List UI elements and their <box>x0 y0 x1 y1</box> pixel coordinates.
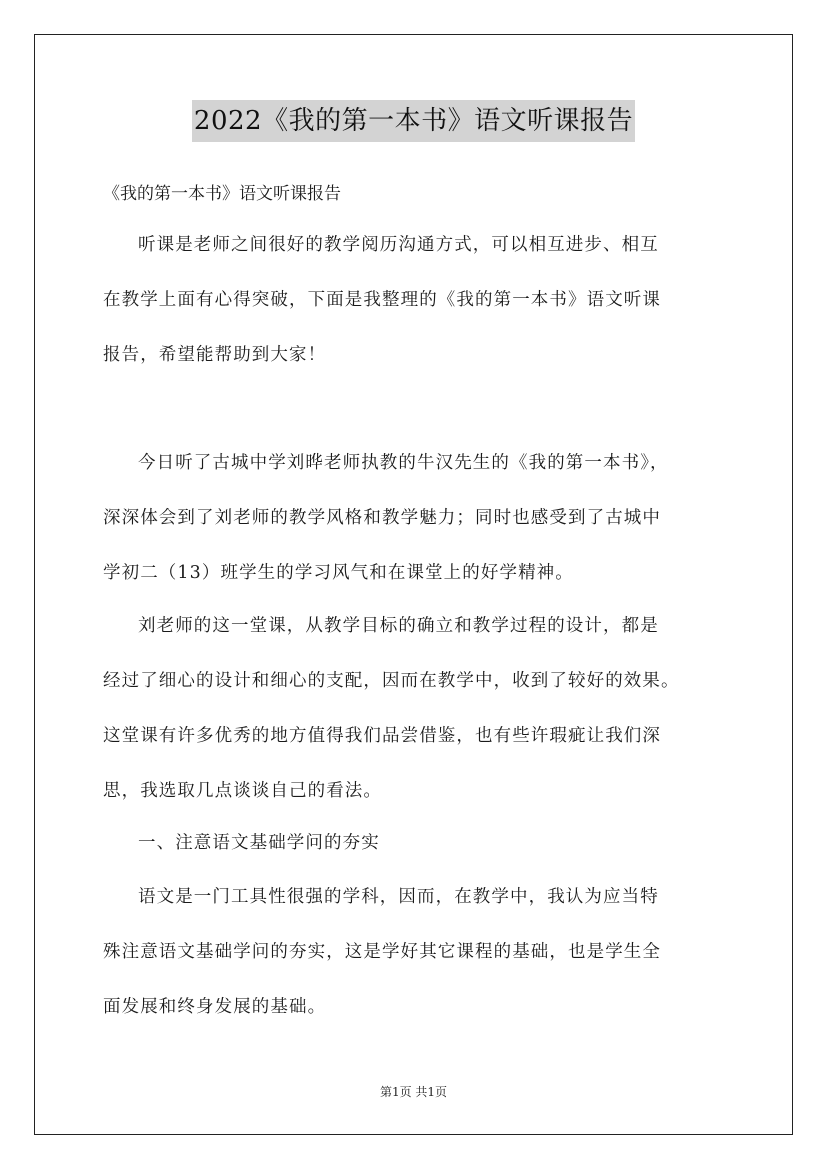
paragraph-line: 听课是老师之间很好的教学阅历沟通方式，可以相互进步、相互 <box>138 235 659 255</box>
page-footer: 第1页 共1页 <box>379 1085 448 1099</box>
paragraph-line: 经过了细心的设计和细心的支配，因而在教学中，收到了较好的效果。 <box>103 671 680 691</box>
paragraph-evaluation <box>103 599 735 819</box>
title-container <box>0 100 827 142</box>
paragraph-intro <box>103 218 735 383</box>
paragraph-line: 思，我选取几点谈谈自己的看法。 <box>103 781 382 801</box>
paragraph-line: 深深体会到了刘老师的教学风格和教学魅力；同时也感受到了古城中 <box>103 508 661 528</box>
document-subtitle: 《我的第一本书》语文听课报告 <box>103 184 341 204</box>
paragraph-line: 刘老师的这一堂课，从教学目标的确立和教学过程的设计，都是 <box>138 616 659 636</box>
paragraph-line: 在教学上面有心得突破，下面是我整理的《我的第一本书》语文听课 <box>103 290 661 310</box>
paragraph-line: 报告，希望能帮助到大家！ <box>103 345 327 365</box>
section-heading-text: 一、注意语文基础学问的夯实 <box>138 833 380 853</box>
paragraph-foundation <box>103 870 735 1035</box>
paragraph-line: 今日听了古城中学刘晔老师执教的牛汉先生的《我的第一本书》， <box>138 453 669 473</box>
document-title: 2022《我的第一本书》语文听课报告 <box>192 100 635 142</box>
paragraph-line: 殊注意语文基础学问的夯实，这是学好其它课程的基础，也是学生全 <box>103 942 661 962</box>
paragraph-observation <box>103 436 735 601</box>
paragraph-line: 学初二（13）班学生的学习风气和在课堂上的好学精神。 <box>103 563 574 583</box>
paragraph-line: 这堂课有许多优秀的地方值得我们品尝借鉴，也有些许瑕疵让我们深 <box>103 726 661 746</box>
section-heading <box>103 816 735 871</box>
paragraph-line: 语文是一门工具性很强的学科，因而，在教学中，我认为应当特 <box>138 887 659 907</box>
paragraph-line: 面发展和终身发展的基础。 <box>103 997 327 1017</box>
